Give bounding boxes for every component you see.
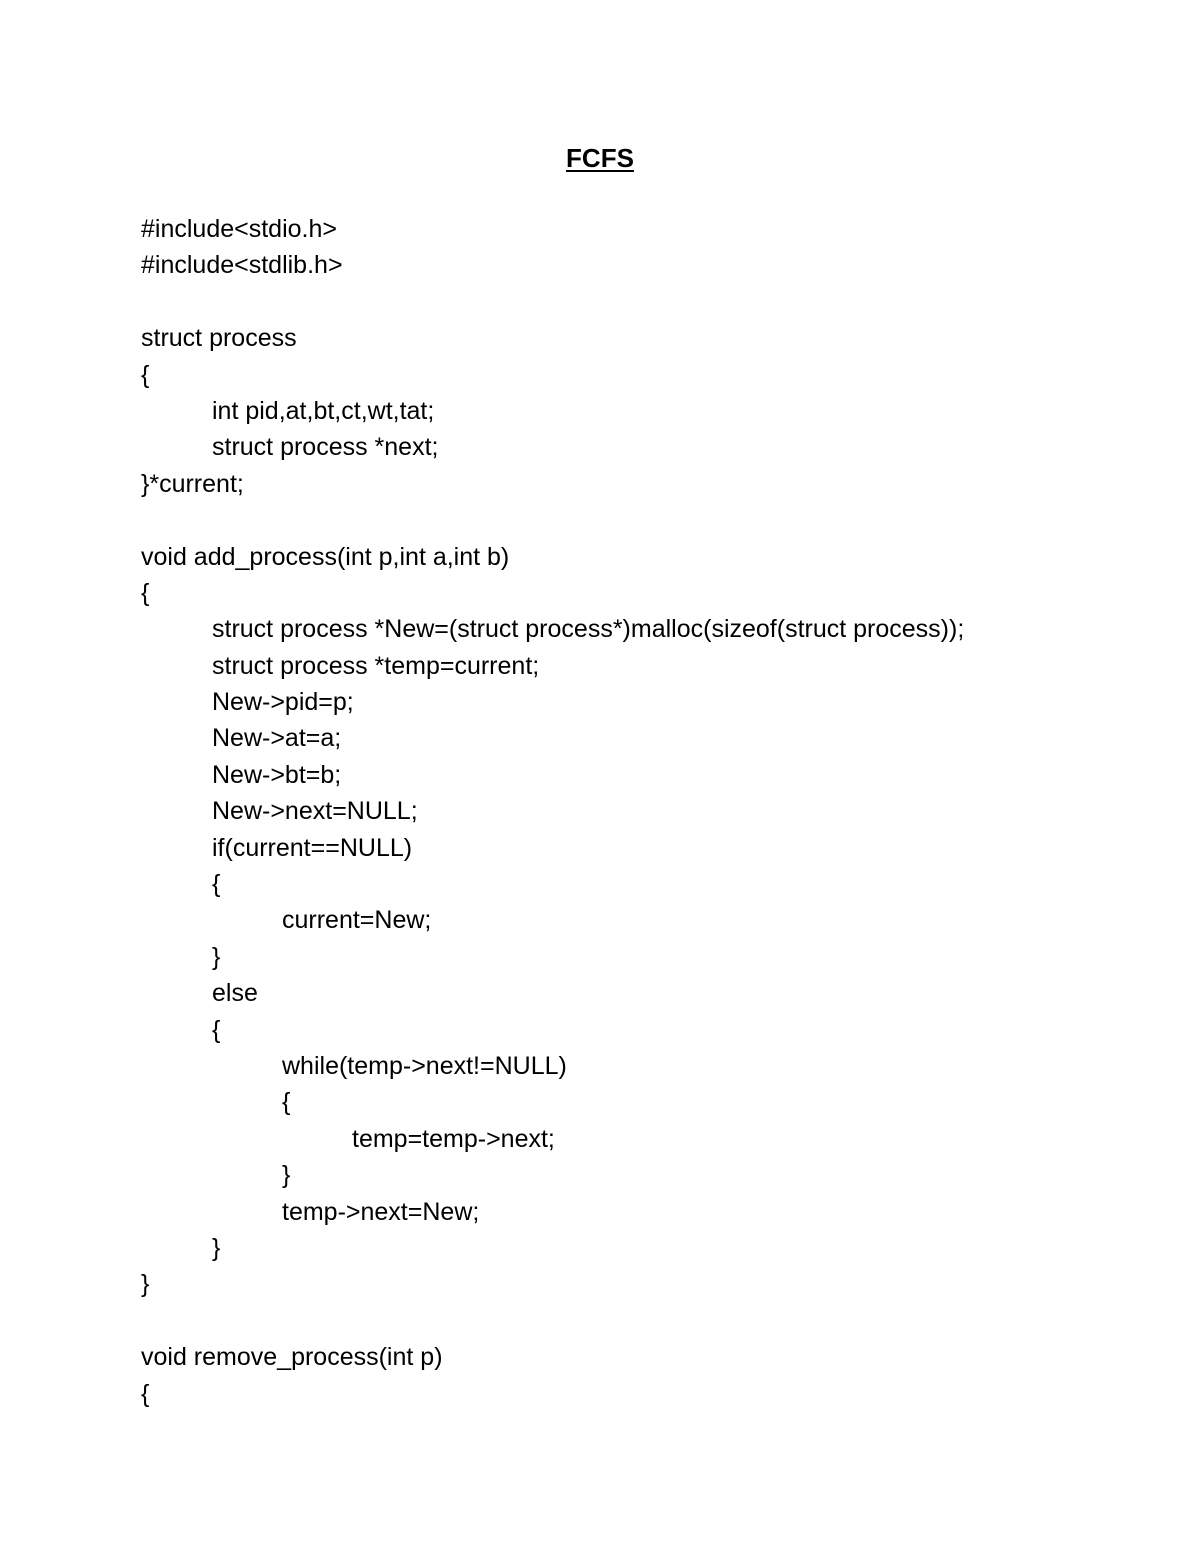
code-line: } xyxy=(282,1161,291,1190)
code-line: { xyxy=(212,1015,221,1044)
code-line: temp=temp->next; xyxy=(352,1124,555,1153)
title-text: FCFS xyxy=(566,143,634,173)
code-line: { xyxy=(141,1379,150,1408)
code-line: { xyxy=(141,360,150,389)
code-line: while(temp->next!=NULL) xyxy=(282,1051,567,1080)
code-line: { xyxy=(282,1088,291,1117)
code-line: New->next=NULL; xyxy=(212,797,418,826)
code-line-blank xyxy=(141,284,1141,320)
code-listing xyxy=(141,211,1141,1412)
code-line: New->pid=p; xyxy=(212,688,354,717)
code-line: if(current==NULL) xyxy=(212,833,413,862)
code-line: } xyxy=(141,1270,150,1299)
code-line-blank xyxy=(141,502,1141,538)
code-line-blank xyxy=(141,1303,1141,1339)
code-line: { xyxy=(212,870,221,899)
code-line: #include<stdio.h> xyxy=(141,215,337,243)
code-line: New->at=a; xyxy=(212,724,342,753)
page-title xyxy=(0,140,1200,176)
code-line: #include<stdlib.h> xyxy=(141,251,343,280)
code-line: struct process xyxy=(141,324,297,353)
code-line: void remove_process(int p) xyxy=(141,1343,443,1372)
code-line: } xyxy=(212,1233,221,1262)
code-line: int pid,at,bt,ct,wt,tat; xyxy=(212,396,435,425)
code-line: New->bt=b; xyxy=(212,760,342,789)
code-line: } xyxy=(212,942,221,971)
code-line: struct process *New=(struct process*)malloc(sizeof(struct process)); xyxy=(212,615,965,644)
code-line: }*current; xyxy=(141,469,244,498)
code-line: else xyxy=(212,979,258,1008)
code-line: struct process *next; xyxy=(212,433,439,462)
code-line: temp->next=New; xyxy=(282,1197,480,1226)
code-line: void add_process(int p,int a,int b) xyxy=(141,542,510,571)
code-line: struct process *temp=current; xyxy=(212,651,540,680)
code-line: current=New; xyxy=(282,906,432,935)
code-line: { xyxy=(141,578,150,607)
